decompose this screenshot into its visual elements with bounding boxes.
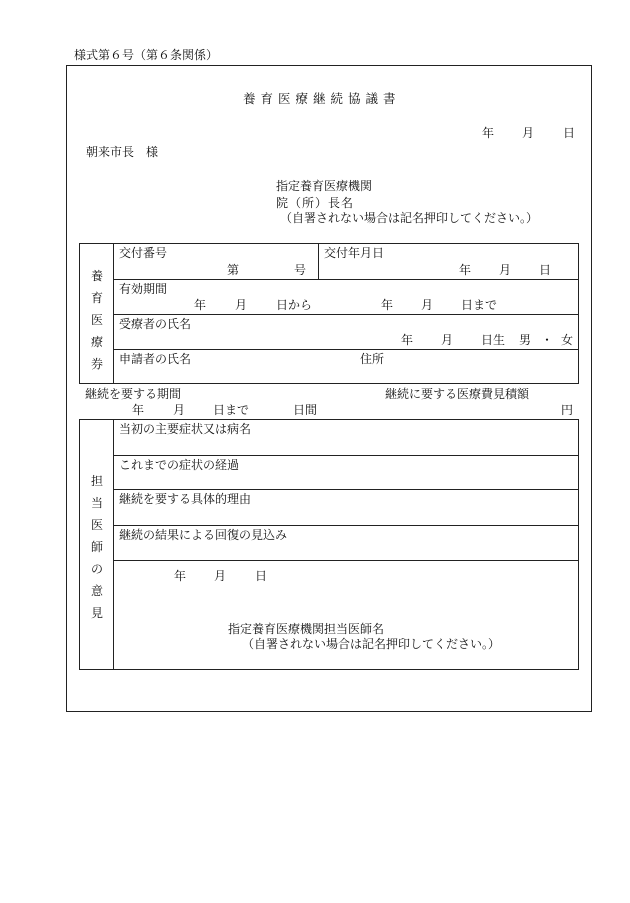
symptom-course-label: これまでの症状の経過 xyxy=(119,458,240,472)
applicant-name-label: 申請者の氏名 xyxy=(119,352,192,366)
issue-number-label: 交付番号 xyxy=(119,246,168,260)
validity-label: 有効期間 xyxy=(119,282,168,296)
form-number: 様式第６号（第６条関係） xyxy=(74,48,219,62)
period-label: 継続を要する期間 xyxy=(85,387,182,401)
sex-female: 女 xyxy=(561,333,574,347)
doctor-signature-note: （自署されない場合は記名押印してください。） xyxy=(242,637,501,651)
doctor-opinion-side-label: 担 当 医 師 の 意 見 xyxy=(90,474,103,620)
signature-note: （自署されない場合は記名押印してください。） xyxy=(280,211,539,225)
institution-label: 指定養育医療機関 xyxy=(276,179,373,193)
patient-name-label: 受療者の氏名 xyxy=(119,317,192,331)
addressee: 朝来市長 様 xyxy=(86,145,159,159)
cost-estimate-label: 継続に要する医療費見積額 xyxy=(385,387,530,401)
yen-unit: 円 xyxy=(561,403,574,417)
sex-male: 男 xyxy=(519,333,532,347)
issue-date-label: 交付年月日 xyxy=(324,246,385,260)
director-name-label: 院（所）長名 xyxy=(276,196,355,210)
document-title: 養育医療継続協議書 xyxy=(243,91,401,106)
attending-doctor-label: 指定養育医療機関担当医師名 xyxy=(228,622,385,636)
address-label: 住所 xyxy=(360,352,385,366)
issue-number-prefix: 第 xyxy=(227,263,240,277)
continuation-reason-label: 継続を要する具体的理由 xyxy=(119,492,252,506)
issue-number-suffix: 号 xyxy=(294,263,307,277)
initial-symptoms-label: 当初の主要症状又は病名 xyxy=(119,422,252,436)
card-side-label: 養 育 医 療 券 xyxy=(90,269,103,371)
recovery-outlook-label: 継続の結果による回復の見込み xyxy=(119,528,288,542)
